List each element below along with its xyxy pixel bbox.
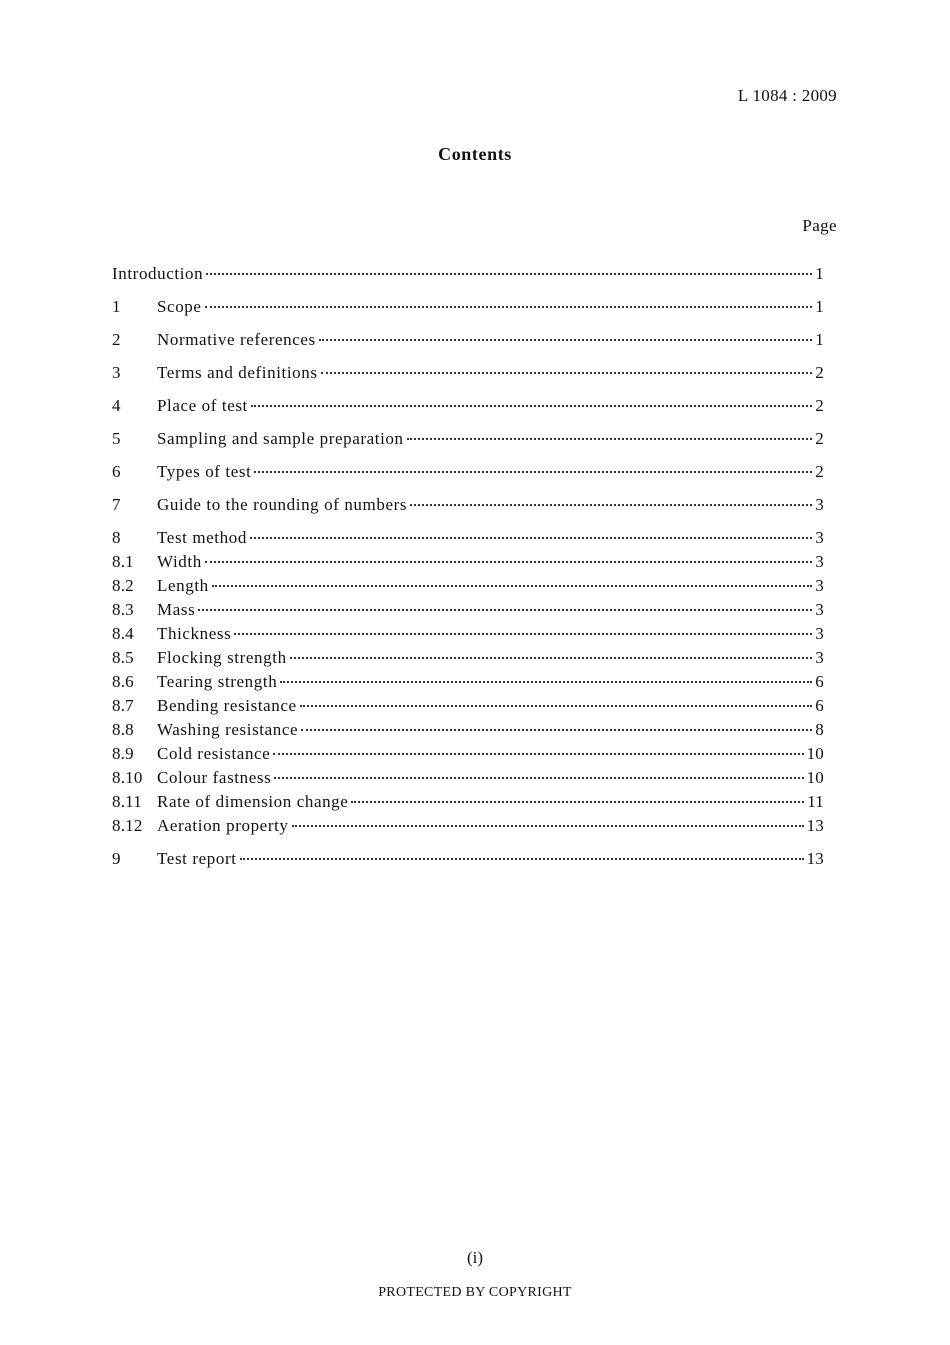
toc-entry-title: Place of test	[157, 396, 248, 415]
toc-leader-dots	[410, 504, 812, 506]
toc-entry-title: Guide to the rounding of numbers	[157, 495, 408, 514]
toc-leader-dots	[205, 306, 813, 308]
toc-entry-number: 3	[112, 363, 121, 382]
toc-entry[interactable]	[112, 429, 824, 453]
toc-entry[interactable]	[112, 600, 824, 624]
toc-entry-number: 8.4	[112, 624, 134, 643]
toc-leader-dots	[240, 858, 804, 860]
toc-leader-dots	[292, 825, 804, 827]
toc-leader-dots	[198, 609, 812, 611]
toc-entry[interactable]	[112, 462, 824, 486]
page-title: Contents	[438, 144, 512, 164]
toc-entry-title: Scope	[157, 297, 202, 316]
toc-entry-title: Width	[157, 552, 202, 571]
toc-entry-number: 8.10	[112, 768, 143, 787]
toc-entry[interactable]	[112, 576, 824, 600]
toc-entry-number: 1	[112, 297, 121, 316]
toc-entry-page: 13	[806, 816, 824, 835]
toc-entry-page: 6	[815, 696, 824, 715]
toc-entry-title: Rate of dimension change	[157, 792, 349, 811]
toc-leader-dots	[234, 633, 812, 635]
toc-leader-dots	[290, 657, 813, 659]
toc-entry[interactable]	[112, 264, 824, 288]
toc-entry-page: 3	[815, 552, 824, 571]
toc-entry[interactable]	[112, 792, 824, 816]
toc-entry-number: 6	[112, 462, 121, 481]
toc-entry-page: 2	[815, 429, 824, 448]
toc-entry-title: Length	[157, 576, 209, 595]
toc-entry-number: 2	[112, 330, 121, 349]
toc-entry[interactable]	[112, 297, 824, 321]
toc-leader-dots	[273, 753, 803, 755]
toc-leader-dots	[407, 438, 813, 440]
toc-leader-dots	[319, 339, 813, 341]
toc-entry-number: 8.6	[112, 672, 134, 691]
toc-entry-page: 3	[815, 495, 824, 514]
copyright-notice: PROTECTED BY COPYRIGHT	[378, 1285, 572, 1300]
toc-entry-page: 11	[807, 792, 824, 811]
toc-entry[interactable]	[112, 330, 824, 354]
toc-entry-number: 8	[112, 528, 121, 547]
toc-entry-page: 1	[815, 264, 824, 283]
toc-entry[interactable]	[112, 495, 824, 519]
toc-entry-page: 13	[806, 849, 824, 868]
toc-entry-title: Test report	[157, 849, 237, 868]
toc-leader-dots	[321, 372, 813, 374]
toc-entry-title: Thickness	[157, 624, 232, 643]
toc-entry-number: 8.1	[112, 552, 134, 571]
toc-entry-title: Cold resistance	[157, 744, 271, 763]
toc-entry-title: Sampling and sample preparation	[157, 429, 404, 448]
toc-leader-dots	[205, 561, 812, 563]
toc-leader-dots	[254, 471, 812, 473]
toc-entry-number: 7	[112, 495, 121, 514]
toc-leader-dots	[250, 537, 812, 539]
toc-entry[interactable]	[112, 624, 824, 648]
toc-leader-dots	[206, 273, 812, 275]
toc-entry[interactable]	[112, 648, 824, 672]
toc-entry-page: 3	[815, 624, 824, 643]
table-of-contents	[112, 264, 824, 873]
toc-leader-dots	[300, 705, 813, 707]
toc-entry-page: 10	[806, 744, 824, 763]
toc-entry-title: Terms and definitions	[157, 363, 318, 382]
toc-entry-page: 2	[815, 396, 824, 415]
page-column-heading: Page	[802, 216, 837, 235]
toc-leader-dots	[280, 681, 812, 683]
toc-entry[interactable]	[112, 720, 824, 744]
toc-entry-number: 8.2	[112, 576, 134, 595]
document-id: L 1084 : 2009	[737, 86, 837, 105]
toc-entry-title: Types of test	[157, 462, 252, 481]
toc-leader-dots	[212, 585, 813, 587]
toc-entry[interactable]	[112, 396, 824, 420]
page-number: (i)	[466, 1248, 484, 1267]
toc-entry-number: 8.5	[112, 648, 134, 667]
toc-entry-title: Bending resistance	[157, 696, 297, 715]
toc-entry-title: Flocking strength	[157, 648, 287, 667]
toc-entry[interactable]	[112, 849, 824, 873]
toc-entry-page: 2	[815, 462, 824, 481]
toc-entry[interactable]	[112, 552, 824, 576]
toc-leader-dots	[251, 405, 812, 407]
toc-entry-page: 3	[815, 576, 824, 595]
toc-entry-title: Test method	[157, 528, 247, 547]
toc-entry-number: 8.9	[112, 744, 134, 763]
toc-entry-title: Normative references	[157, 330, 316, 349]
toc-leader-dots	[351, 801, 804, 803]
toc-entry-title: Washing resistance	[157, 720, 299, 739]
toc-entry-number: 5	[112, 429, 121, 448]
toc-entry-title: Mass	[157, 600, 196, 619]
toc-entry-page: 8	[815, 720, 824, 739]
toc-entry-title: Colour fastness	[157, 768, 272, 787]
toc-entry-page: 3	[815, 648, 824, 667]
toc-entry-page: 3	[815, 528, 824, 547]
toc-entry-page: 2	[815, 363, 824, 382]
toc-entry[interactable]	[112, 768, 824, 792]
toc-entry-page: 1	[815, 297, 824, 316]
toc-entry-number: 8.7	[112, 696, 134, 715]
toc-entry[interactable]	[112, 363, 824, 387]
toc-entry-title: Introduction	[112, 264, 204, 283]
toc-entry[interactable]	[112, 672, 824, 696]
toc-entry-page: 3	[815, 600, 824, 619]
toc-entry-number: 8.8	[112, 720, 134, 739]
toc-entry-number: 8.3	[112, 600, 134, 619]
toc-entry-page: 10	[806, 768, 824, 787]
toc-entry-title: Tearing strength	[157, 672, 278, 691]
toc-entry-number: 9	[112, 849, 121, 868]
toc-entry[interactable]	[112, 816, 824, 840]
toc-entry-page: 1	[815, 330, 824, 349]
toc-entry[interactable]	[112, 528, 824, 552]
toc-leader-dots	[274, 777, 803, 779]
toc-entry-number: 4	[112, 396, 121, 415]
toc-leader-dots	[301, 729, 812, 731]
toc-entry-page: 6	[815, 672, 824, 691]
toc-entry-title: Aeration property	[157, 816, 289, 835]
toc-entry[interactable]	[112, 744, 824, 768]
toc-entry-number: 8.12	[112, 816, 143, 835]
toc-entry-number: 8.11	[112, 792, 142, 811]
toc-entry[interactable]	[112, 696, 824, 720]
